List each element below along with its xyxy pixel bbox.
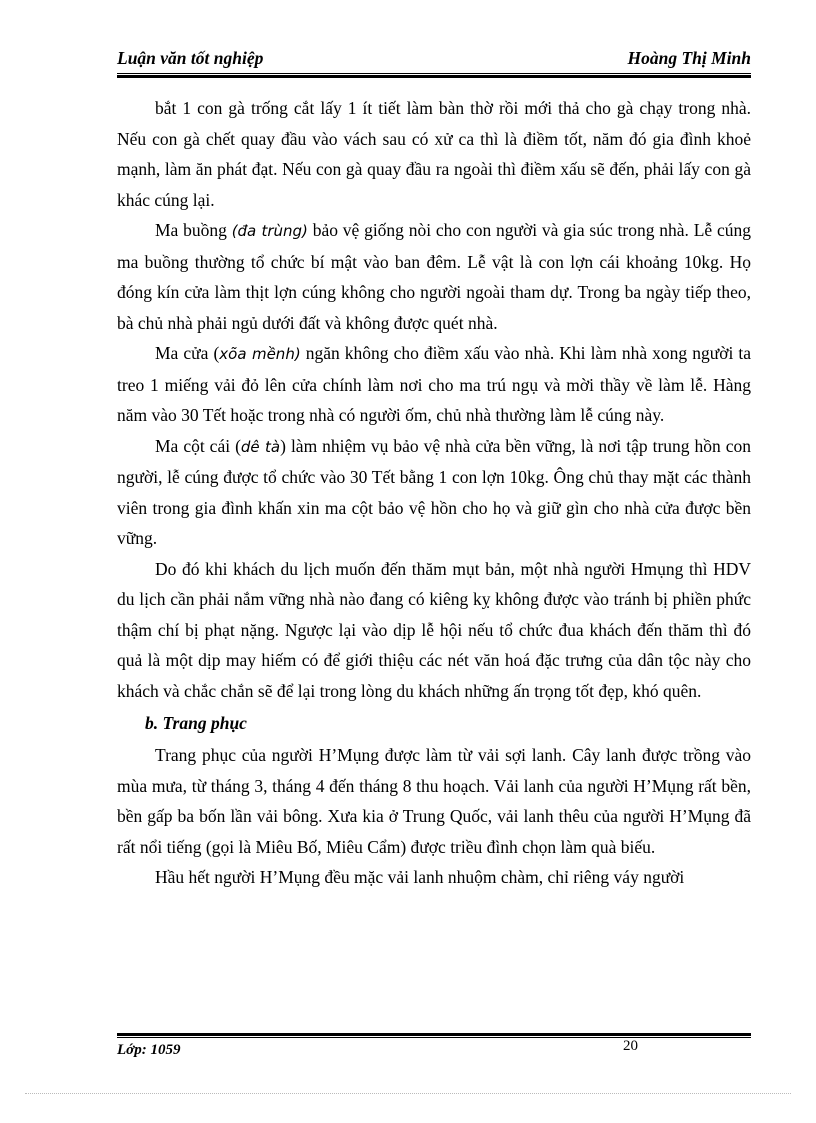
- page-bottom-border: [25, 1093, 791, 1094]
- paragraph-pillar-spirit: [117, 431, 751, 554]
- header-divider: [117, 73, 751, 78]
- section-heading-costume: b. Trang phục: [145, 713, 247, 733]
- paragraph-text: Ma cửa (: [155, 343, 220, 363]
- paragraph-text: Ma buồng: [155, 220, 232, 240]
- term-da-trung: (đa trùng): [231, 222, 308, 240]
- page-body: [117, 93, 751, 893]
- header-thesis-title: Luận văn tốt nghiệp: [117, 48, 264, 68]
- paragraph-door-spirit: [117, 338, 751, 431]
- paragraph-linen-costume: Trang phục của người H’Mụng được làm từ vải sợi lanh. Cây lanh được trồng vào mùa mưa, từ tháng 3, tháng 4 đến tháng 8 thu hoạch. Vải lanh của người H’Mụng rất bền, bền gấp ba bốn lần vải bông. Xưa kia ở Trung Quốc, vải lanh thêu của người H’Mụng đã rất nổi tiếng (gọi là Miêu Bố, Miêu Cẩm) được triều đình chọn làm quà biếu.: [117, 745, 751, 857]
- paragraph-indigo-linen: Hầu hết người H’Mụng đều mặc vải lanh nhuộm chàm, chỉ riêng váy người: [155, 867, 685, 887]
- paragraph-bedroom-spirit: [117, 215, 751, 338]
- paragraph-text: ) làm nhiệm vụ bảo vệ nhà cửa bền vững, là nơi tập trung hồn con người, lễ cúng được tổ chức vào 30 Tết bằng 1 con lợn 10kg. Ông chủ thay mặt các thành viên trong gia đình khấn xin ma cột bảo vệ hồn cho họ và giữ gìn cho nhà cửa được bền vững.: [117, 435, 752, 548]
- paragraph-tourism-note: Do đó khi khách du lịch muốn đến thăm mụt bản, một nhà người Hmụng thì HDV du lịch cần phải nắm vững nhà nào đang có kiêng kỵ không được vào tránh bị phiền phức thậm chí bị phạt nặng. Ngược lại vào dịp lễ hội nếu tổ chức đua khách đến thăm thì đó quả là một dịp may hiếm có để giới thiệu các nét văn hoá đặc trưng của dân tộc này cho khách và chắc chắn sẽ để lại trong lòng du khách những ấn trọng tốt đẹp, khó quên.: [117, 558, 751, 701]
- paragraph-text: bảo vệ giống nòi cho con người và gia súc trong nhà. Lễ cúng ma buồng thường tổ chức bí mật vào ban đêm. Lễ vật là con lợn cái khoảng 10kg. Họ đóng kín cửa làm thịt lợn cúng không cho người ngoài tham dự. Trong ba ngày tiếp theo, bà chủ nhà phải ngủ dưới đất và không được quét nhà.: [117, 220, 751, 333]
- paragraph-chicken-ritual: bắt 1 con gà trống cắt lấy 1 ít tiết làm bàn thờ rồi mới thả cho gà chạy trong nhà. Nếu con gà chết quay đầu vào vách sau có xử ca thì là điềm tốt, năm đó gia đình khoẻ mạnh, làm ăn phát đạt. Nếu con gà quay đầu ra ngoài thì điềm xấu sẽ đến, phải lấy con gà khác cúng lại.: [117, 98, 751, 210]
- paragraph-text: Ma cột cái (: [155, 435, 241, 456]
- paragraph-text: ngăn không cho điềm xấu vào nhà. Khi làm nhà xong người ta treo 1 miếng vải đỏ lên cửa chính làm nơi cho ma trú ngụ và mời thầy về làm lễ. Hàng năm vào 30 Tết hoặc trong nhà có người ốm, chủ nhà thường làm lễ cúng này.: [117, 343, 751, 425]
- footer-divider: [117, 1033, 751, 1038]
- term-xoa-menh: xõa mềnh): [219, 345, 301, 363]
- header-author-name: Hoàng Thị Minh: [627, 48, 751, 68]
- page-header: [117, 48, 751, 74]
- page-number: 20: [623, 1038, 638, 1054]
- page-footer: [117, 1038, 751, 1062]
- term-de-ta: dê tà: [240, 437, 281, 456]
- footer-class-label: Lớp: 1059: [117, 1042, 181, 1058]
